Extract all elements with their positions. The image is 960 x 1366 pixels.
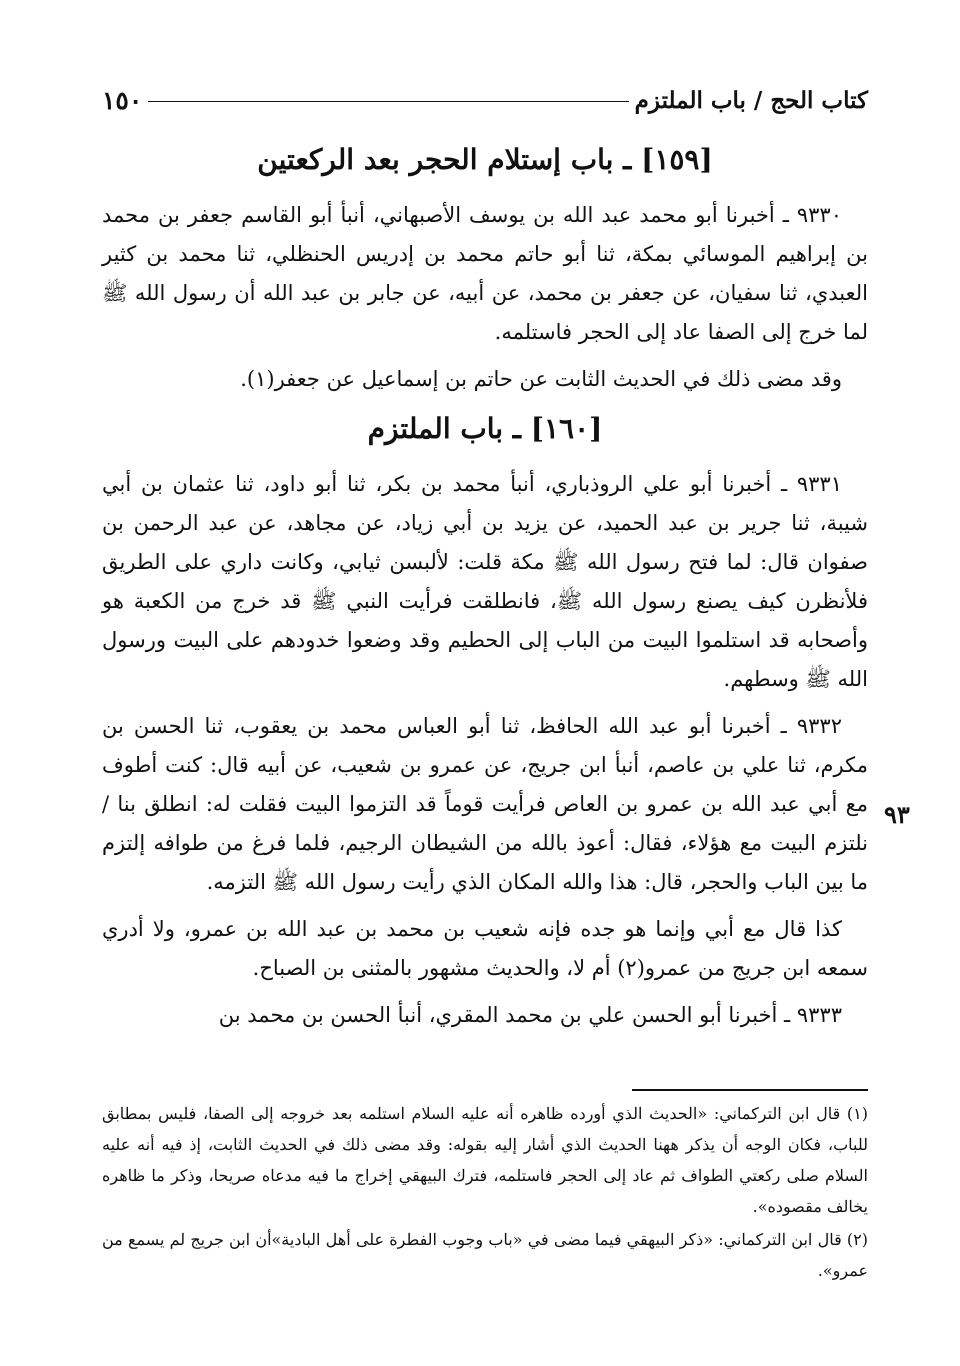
- footnote-2: (٢) قال ابن التركماني: «ذكر البيهقي فيما مضى في «باب وجوب الفطرة على أهل البادية»أن ابن جريج لم يسمع من عمرو».: [102, 1230, 868, 1280]
- page-number: ١٥٠: [102, 85, 143, 115]
- commentary-paragraph: وقد مضى ذلك في الحديث الثابت عن حاتم بن إسماعيل عن جعفر(١).: [240, 367, 842, 391]
- running-header: [102, 80, 868, 120]
- header-rule: [148, 101, 628, 102]
- footnotes: [102, 1098, 868, 1288]
- margin-page-reference: ٩٣: [884, 800, 910, 829]
- hadith-9331: ٩٣٣١ ـ أخبرنا أبو علي الروذباري، أنبأ محمد بن بكر، ثنا أبو داود، ثنا عثمان بن أبي شيبة، ثنا جرير بن عبد الحميد، عن يزيد بن أبي زياد، عن مجاهد، عن عبد الرحمن بن صفوان قال: لما فتح رسول الله ﷺ مكة قلت: لألبسن ثيابي، وكانت داري على الطريق فلأنظرن كيف يصنع رسول الله ﷺ، فانطلقت فرأيت النبي ﷺ قد خرج من الكعبة هو وأصحابه قد استلموا البيت من الباب إلى الحطيم وقد وضعوا خدودهم على البيت ورسول الله ﷺ وسطهم.: [102, 472, 868, 691]
- page-body: [102, 138, 868, 1043]
- hadith-9332: ٩٣٣٢ ـ أخبرنا أبو عبد الله الحافظ، ثنا أبو العباس محمد بن يعقوب، ثنا الحسن بن مكرم، ثنا علي بن عاصم، أنبأ ابن جريج، عن عمرو بن شعيب، عن أبيه قال: كنت أطوف مع أبي عبد الله بن عمرو بن العاص فرأيت قوماً قد التزموا البيت فقلت له: انطلق بنا / نلتزم البيت مع هؤلاء، فقال: أعوذ بالله من الشيطان الرجيم، فلما فرغ من طوافه إلتزم ما بين الباب والحجر، قال: هذا والله المكان الذي رأيت رسول الله ﷺ التزمه.: [102, 714, 868, 894]
- hadith-9333: ٩٣٣٣ ـ أخبرنا أبو الحسن علي بن محمد المقري، أنبأ الحسن بن محمد بن: [218, 1003, 842, 1027]
- commentary-paragraph: كذا قال مع أبي وإنما هو جده فإنه شعيب بن محمد بن عبد الله بن عمرو، ولا أدري سمعه ابن جريج من عمرو(٢) أم لا، والحديث مشهور بالمثنى بن الصباح.: [102, 917, 868, 980]
- footnote-1: (١) قال ابن التركماني: «الحديث الذي أورده ظاهره أنه عليه السلام استلمه بعد خروجه إلى الصفا، فليس بمطابق للباب، فكان الوجه أن يذكر ههنا الحديث الذي أشار إليه بقوله: وقد مضى ذلك في الحديث الثابت، إذ فيه أنه عليه السلام صلى ركعتي الطواف ثم عاد إلى الحجر فاستلمه، فترك البيهقي إخراج ما فيه مدعاه صريحا، وذكر ما ظاهره يخالف مقصوده».: [102, 1104, 869, 1216]
- chapter-title-160: [١٦٠] ـ باب الملتزم: [367, 412, 603, 445]
- footnote-rule: [632, 1089, 868, 1091]
- chapter-title-159: [١٥٩] ـ باب إستلام الحجر بعد الركعتين: [257, 143, 713, 176]
- hadith-9330: ٩٣٣٠ ـ أخبرنا أبو محمد عبد الله بن يوسف الأصبهاني، أنبأ أبو القاسم جعفر بن محمد بن إبراهيم الموسائي بمكة، ثنا أبو حاتم محمد بن إدريس الحنظلي، ثنا محمد بن كثير العبدي، ثنا سفيان، عن جعفر بن محمد، عن أبيه، عن جابر بن عبد الله أن رسول الله ﷺ لما خرج إلى الصفا عاد إلى الحجر فاستلمه.: [102, 203, 868, 344]
- running-title: كتاب الحج / باب الملتزم: [634, 86, 868, 114]
